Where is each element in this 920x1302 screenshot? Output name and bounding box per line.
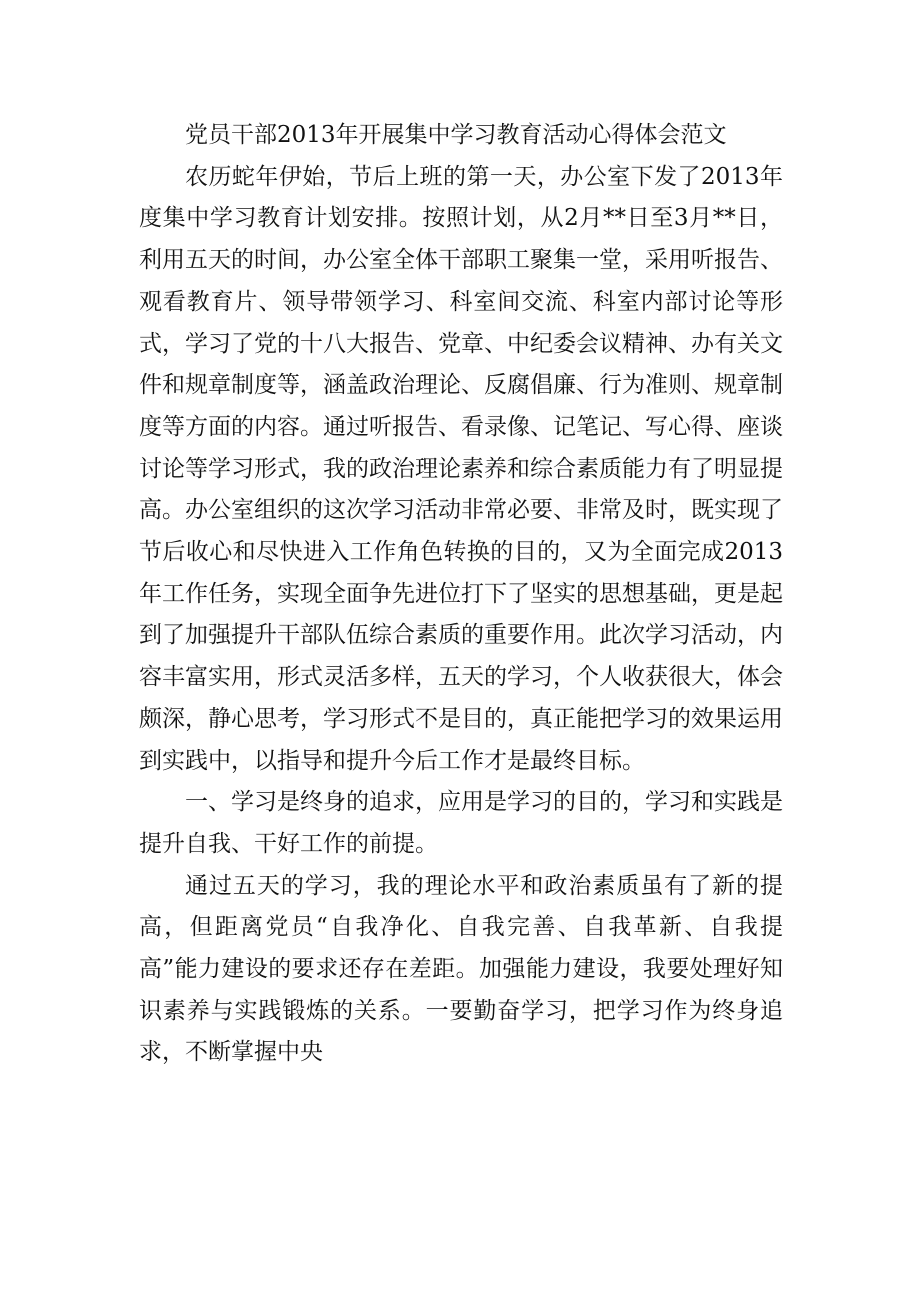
paragraph-intro: 农历蛇年伊始，节后上班的第一天，办公室下发了2013年度集中学习教育计划安排。按照计划，从2月**日至3月**日，利用五天的时间，办公室全体干部职工聚集一堂，采用听报告、观看教育片、领导带领学习、科室间交流、科室内部讨论等形式，学习了党的十八大报告、党章、中纪委会议精神、办有关文件和规章制度等，涵盖政治理论、反腐倡廉、行为准则、规章制度等方面的内容。通过听报告、看录像、记笔记、写心得、座谈讨论等学习形式，我的政治理论素养和综合素质能力有了明显提高。办公室组织的这次学习活动非常必要、非常及时，既实现了节后收心和尽快进入工作角色转换的目的，又为全面完成2013年工作任务，实现全面争先进位打下了坚实的思想基础，更是起到了加强提升干部队伍综合素质的重要作用。此次学习活动，内容丰富实用，形式灵活多样，五天的学习，个人收获很大，体会颇深，静心思考，学习形式不是目的，真正能把学习的效果运用到实践中，以指导和提升今后工作才是最终目标。 xyxy=(139,163,783,774)
document-body xyxy=(139,115,783,1074)
paragraph-section-body-1: 通过五天的学习，我的理论水平和政治素质虽有了新的提高，但距离党员“自我净化、自我完善、自我革新、自我提高”能力建设的要求还存在差距。加强能力建设，我要处理好知识素养与实践锻炼的关系。一要勤奋学习，把学习作为终身追求，不断掌握中央 xyxy=(139,872,783,1066)
paragraph-section-heading-1: 一、学习是终身的追求，应用是学习的目的，学习和实践是提升自我、干好工作的前提。 xyxy=(139,789,783,857)
document-title: 党员干部2013年开展集中学习教育活动心得体会范文 xyxy=(185,122,727,148)
